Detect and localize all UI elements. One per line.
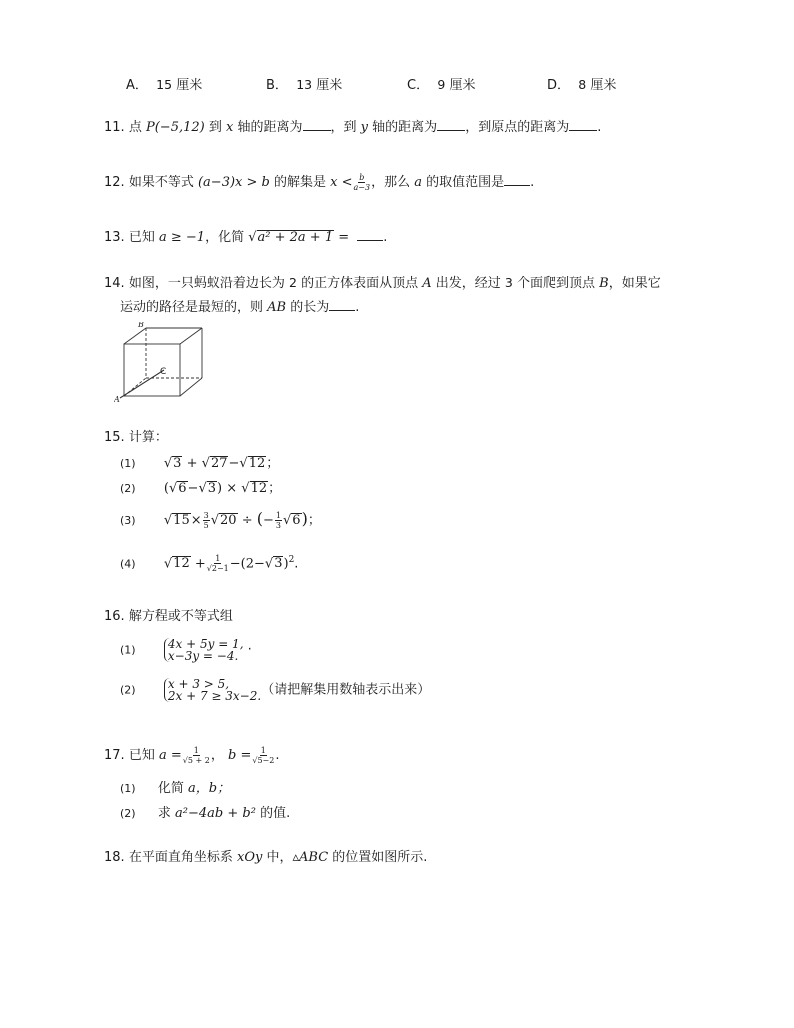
question-16-title: 16. 解方程或不等式组 [104, 609, 233, 624]
cube-figure [114, 322, 218, 402]
answer-blank[interactable] [357, 229, 383, 241]
q15-item-1: (1) √3 + √27−√12； [120, 456, 280, 471]
vertex-a-label: A [114, 395, 120, 402]
question-13: 13. 已知 a ≥ −1，化简 √a² + 2a + 1 = . [104, 230, 388, 245]
q15-item-2: (2) (√6−√3) × √12； [120, 481, 282, 496]
answer-blank[interactable] [569, 119, 597, 131]
question-14-line1: 14. 如图，一只蚂蚁沿着边长为 2 的正方体表面从顶点 A 出发，经过 3 个面爬到顶点 B，如果它 [104, 275, 661, 291]
inequality-system: x + 3 > 5, 2x + 7 ≥ 3x−2. [164, 678, 261, 702]
option-d: D． 8 厘米 [547, 77, 617, 93]
answer-blank[interactable] [504, 174, 530, 186]
option-b: B． 13 厘米 [266, 77, 343, 93]
answer-blank[interactable] [329, 299, 355, 311]
option-a: A． 15 厘米 [126, 77, 203, 93]
answer-blank[interactable] [437, 119, 465, 131]
question-15-title: 15. 计算： [104, 430, 168, 445]
q16-item-1: (1) 4x + 5y = 1, x−3y = −4. · [120, 637, 252, 663]
question-18: 18. 在平面直角坐标系 xOy 中，▵ABC 的位置如图所示. [104, 850, 428, 865]
option-c: C． 9 厘米 [407, 77, 476, 93]
q17-item-2: (2) 求 a²−4ab + b² 的值. [120, 806, 291, 821]
answer-blank[interactable] [303, 119, 331, 131]
q17-item-1: (1) 化简 a，b； [120, 781, 231, 796]
vertex-c-label: C [160, 367, 167, 377]
question-17: 17. 已知 a = $\frac{1}{√5 + 2}$ ， b = $\frac{1}{√5-2}$ . [104, 746, 280, 765]
question-14-line2: 运动的路径是最短的，则 AB 的长为 . [120, 300, 360, 315]
cube-front-face [124, 344, 180, 396]
ant-path [120, 370, 164, 398]
equation-system: 4x + 5y = 1, x−3y = −4. [164, 638, 244, 662]
fraction: $\frac{b}{a-3}$ [353, 173, 371, 192]
sqrt-symbol: √ [248, 230, 257, 245]
q15-item-3: (3) √15× $\frac{3}{5}$ √20 ÷ (− $\frac{1}{3}$ √6)； [120, 509, 321, 530]
q16-item-2: (2) x + 3 > 5, 2x + 7 ≥ 3x−2.（请把解集用数轴表示出来） [120, 677, 431, 703]
question-12: 12. 如果不等式 (a−3)x > b 的解集是 x < $\frac{b}{a-3}$ ，那么 a 的取值范围是 . [104, 173, 535, 192]
q15-item-4: (4) √12 + $\frac{1}{√2-1}$ $-(2-√3)^2$. [120, 554, 299, 574]
question-11: 11. 点 P(−5,12) 到 x 轴的距离为 ，到 y 轴的距离为 ，到原点的距离为 . [104, 120, 602, 135]
vertex-b-label: B [138, 322, 144, 329]
